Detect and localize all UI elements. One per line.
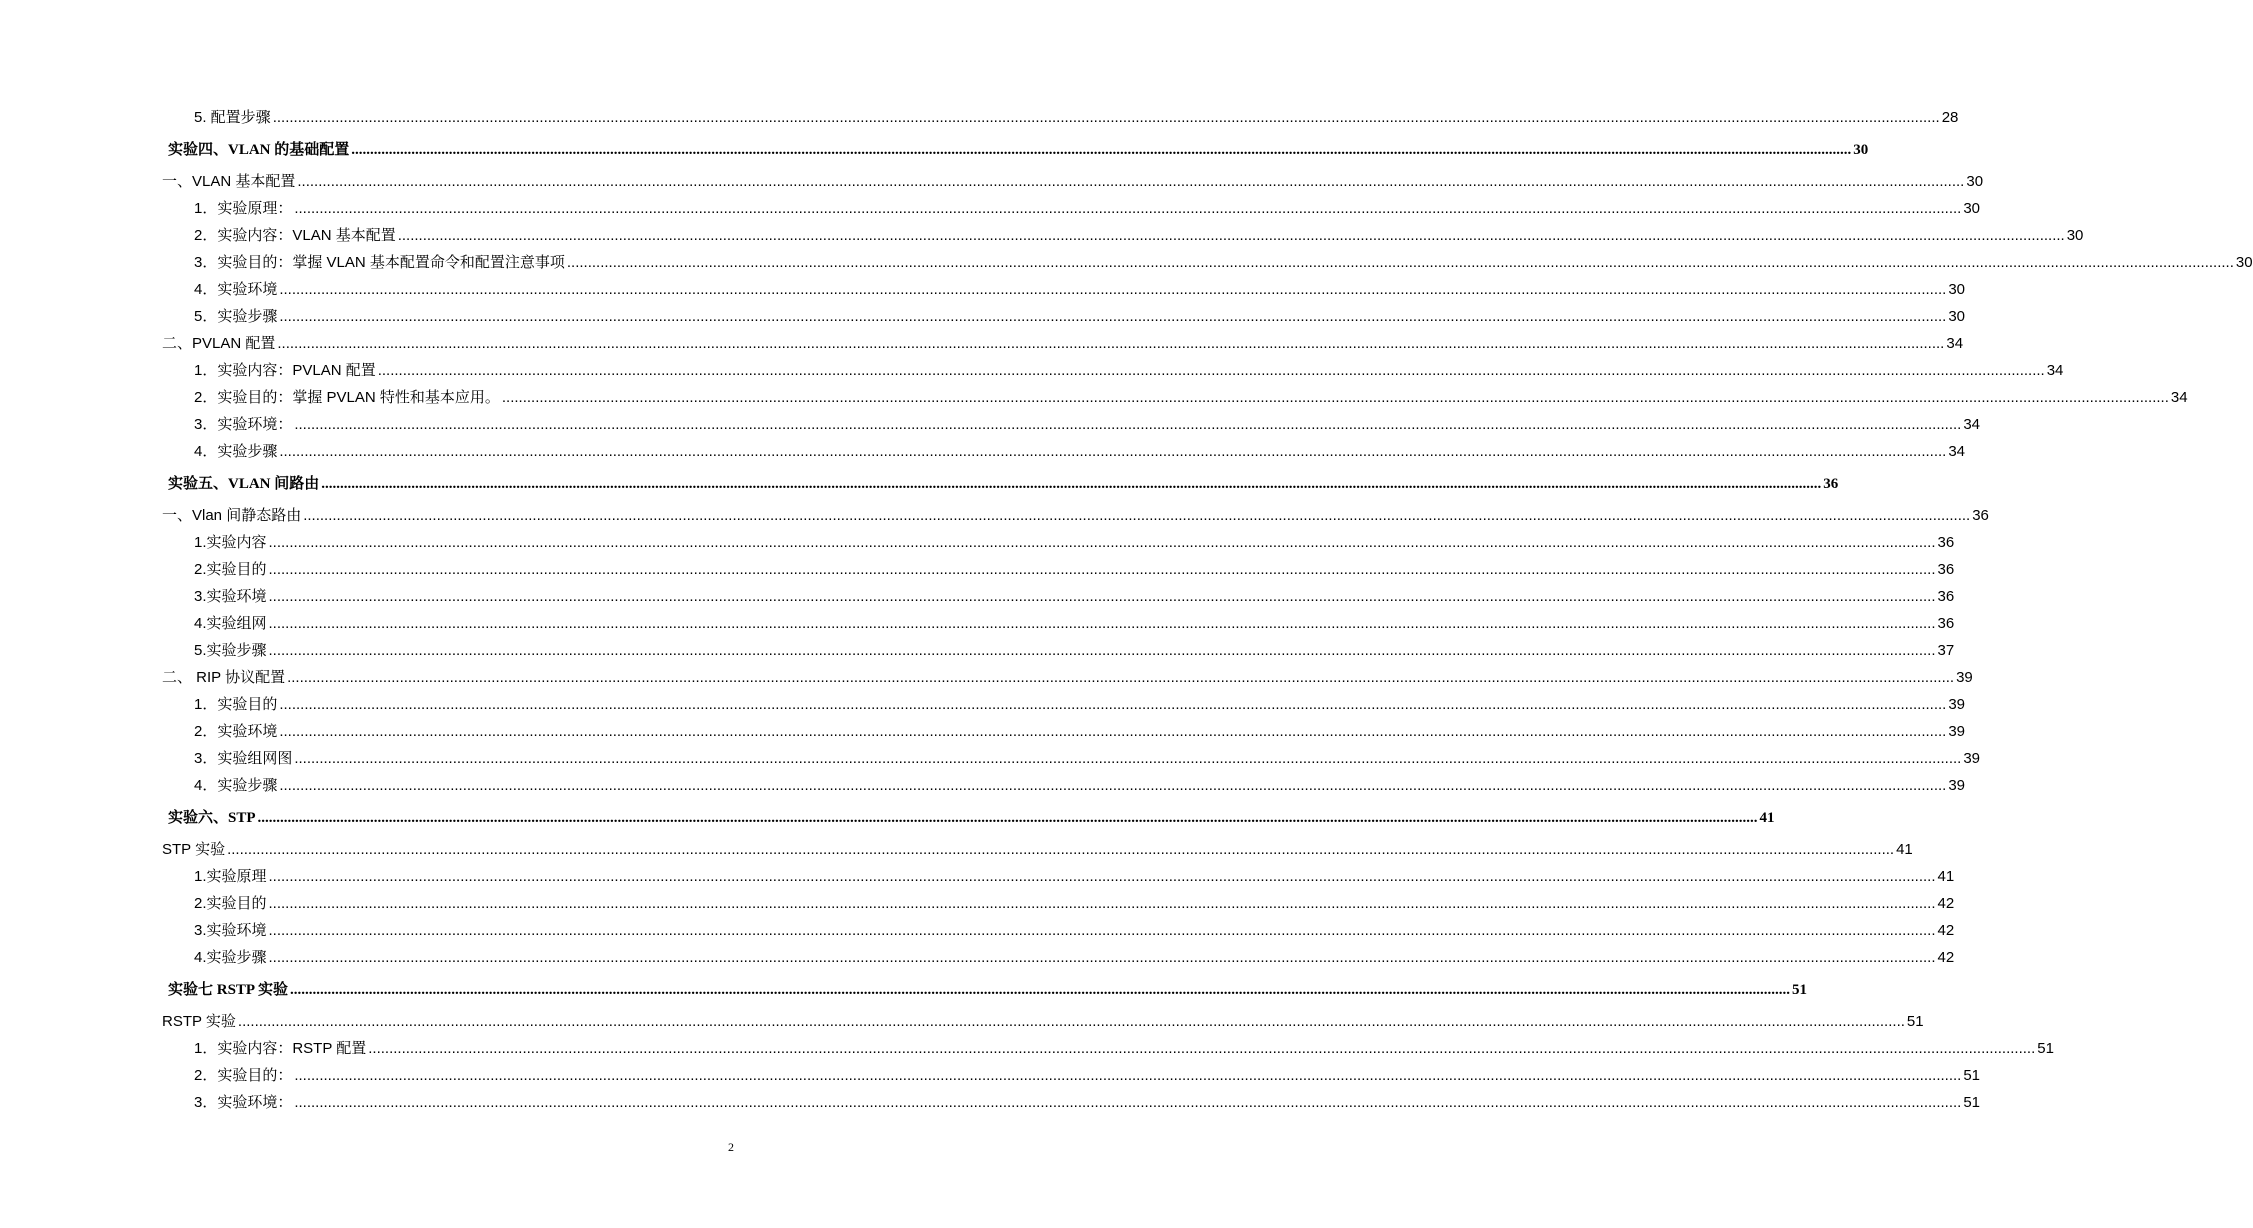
toc-entry-page: 39 [1963, 750, 1981, 767]
toc-entry-title: 4．实验步骤 [194, 777, 278, 794]
toc-entry[interactable] [194, 693, 1966, 714]
toc-entry[interactable] [194, 1091, 1981, 1112]
toc-entry-page: 30 [1948, 308, 1966, 325]
toc-entry[interactable] [194, 440, 1966, 461]
toc-entry[interactable] [194, 612, 1955, 633]
toc-entry[interactable] [194, 197, 1981, 218]
toc-entry[interactable] [162, 666, 1973, 687]
toc-dot-leader: ................................................................................................................................................................................................................................................................................................................................................................................................................ [368, 1040, 2036, 1057]
toc-entry-title: 二、 RIP 协议配置 [162, 669, 286, 686]
toc-entry[interactable] [162, 332, 1964, 353]
toc-entry[interactable] [168, 472, 1839, 493]
toc-entry-title: RSTP 实验 [162, 1013, 236, 1030]
toc-entry-title: 实验六、STP [168, 810, 256, 826]
toc-entry[interactable] [162, 838, 1913, 859]
toc-entry-title: 2．实验环境 [194, 723, 278, 740]
toc-entry-page: 42 [1937, 895, 1955, 912]
toc-dot-leader: ................................................................................................................................................................................................................................................................................................................................................................................................................ [566, 254, 2234, 271]
toc-entry[interactable] [194, 639, 1955, 660]
toc-entry[interactable] [168, 978, 1808, 999]
toc-dot-leader: ................................................................................................................................................................................................................................................................................................................................................................................................................ [268, 642, 1936, 659]
toc-entry[interactable] [194, 305, 1966, 326]
toc-entry-page: 36 [1937, 534, 1955, 551]
toc-entry-title: 实验四、VLAN 的基础配置 [168, 142, 350, 158]
toc-entry-title: 4.实验组网 [194, 615, 267, 632]
toc-entry[interactable] [194, 1037, 2054, 1058]
toc-dot-leader: ................................................................................................................................................................................................................................................................................................................................................................................................................ [321, 476, 1822, 492]
toc-entry-title: 5.实验步骤 [194, 642, 267, 659]
toc-entry-title: 3．实验环境： [194, 1094, 293, 1111]
toc-dot-leader: ................................................................................................................................................................................................................................................................................................................................................................................................................ [279, 281, 1947, 298]
toc-entry-title: 5. 配置步骤 [194, 109, 271, 126]
toc-entry-page: 37 [1937, 642, 1955, 659]
toc-dot-leader: ................................................................................................................................................................................................................................................................................................................................................................................................................ [268, 868, 1936, 885]
toc-entry[interactable] [194, 774, 1966, 795]
toc-entry[interactable] [194, 747, 1981, 768]
toc-entry-page: 42 [1937, 922, 1955, 939]
toc-dot-leader: ................................................................................................................................................................................................................................................................................................................................................................................................................ [294, 200, 1962, 217]
toc-entry-page: 51 [1963, 1094, 1981, 1111]
toc-entry[interactable] [194, 251, 2253, 272]
toc-entry-title: 4．实验环境 [194, 281, 278, 298]
toc-entry-title: 3．实验环境： [194, 416, 293, 433]
toc-dot-leader: ................................................................................................................................................................................................................................................................................................................................................................................................................ [290, 982, 1791, 998]
toc-entry[interactable] [194, 413, 1981, 434]
toc-entry[interactable] [194, 585, 1955, 606]
toc-entry[interactable] [194, 865, 1955, 886]
toc-entry-title: 一、VLAN 基本配置 [162, 173, 296, 190]
page-number: 2 [728, 1140, 734, 1154]
toc-entry-page: 51 [2037, 1040, 2054, 1057]
toc-entry[interactable] [194, 1064, 1981, 1085]
toc-dot-leader: ................................................................................................................................................................................................................................................................................................................................................................................................................ [397, 227, 2065, 244]
toc-entry[interactable] [194, 359, 2064, 380]
toc-entry-page: 39 [1948, 777, 1966, 794]
toc-dot-leader: ................................................................................................................................................................................................................................................................................................................................................................................................................ [297, 173, 1965, 190]
toc-entry[interactable] [168, 138, 1869, 159]
toc-dot-leader: ................................................................................................................................................................................................................................................................................................................................................................................................................ [303, 507, 1971, 524]
toc-entry-page: 34 [1946, 335, 1964, 352]
toc-entry[interactable] [194, 531, 1955, 552]
toc-entry-title: 1．实验内容：RSTP 配置 [194, 1040, 367, 1057]
toc-dot-leader: ................................................................................................................................................................................................................................................................................................................................................................................................................ [279, 308, 1947, 325]
toc-entry-title: 3．实验目的：掌握 VLAN 基本配置命令和配置注意事项 [194, 254, 565, 271]
toc-dot-leader: ................................................................................................................................................................................................................................................................................................................................................................................................................ [294, 1067, 1962, 1084]
toc-entry-title: 4.实验步骤 [194, 949, 267, 966]
toc-entry-title: 1．实验目的 [194, 696, 278, 713]
toc-entry-page: 36 [1823, 476, 1839, 492]
toc-entry-title: 1．实验内容：PVLAN 配置 [194, 362, 376, 379]
toc-entry-title: 一、Vlan 间静态路由 [162, 507, 302, 524]
toc-entry-page: 42 [1937, 949, 1955, 966]
toc-entry-page: 51 [1906, 1013, 1924, 1030]
toc-entry-page: 30 [2235, 254, 2253, 271]
toc-entry-page: 28 [1941, 109, 1959, 126]
toc-entry-title: 3.实验环境 [194, 588, 267, 605]
toc-entry-title: 1.实验内容 [194, 534, 267, 551]
toc-entry-page: 36 [1937, 588, 1955, 605]
toc-entry[interactable] [194, 919, 1955, 940]
toc-dot-leader: ................................................................................................................................................................................................................................................................................................................................................................................................................ [268, 561, 1936, 578]
toc-entry-page: 39 [1956, 669, 1973, 686]
toc-entry-page: 39 [1948, 723, 1966, 740]
toc-entry[interactable] [168, 806, 1775, 827]
toc-dot-leader: ................................................................................................................................................................................................................................................................................................................................................................................................................ [227, 841, 1895, 858]
toc-entry[interactable] [162, 170, 1984, 191]
toc-entry-page: 36 [1937, 615, 1955, 632]
toc-entry[interactable] [194, 224, 2084, 245]
toc-dot-leader: ................................................................................................................................................................................................................................................................................................................................................................................................................ [237, 1013, 1905, 1030]
toc-entry-title: 4．实验步骤 [194, 443, 278, 460]
toc-dot-leader: ................................................................................................................................................................................................................................................................................................................................................................................................................ [279, 777, 1947, 794]
toc-dot-leader: ................................................................................................................................................................................................................................................................................................................................................................................................................ [257, 810, 1758, 826]
toc-entry-page: 34 [1963, 416, 1981, 433]
toc-entry-page: 30 [1948, 281, 1966, 298]
toc-entry-page: 41 [1896, 841, 1913, 858]
toc-entry-title: 3．实验组网图 [194, 750, 293, 767]
toc-entry-page: 41 [1937, 868, 1955, 885]
toc-dot-leader: ................................................................................................................................................................................................................................................................................................................................................................................................................ [501, 389, 2169, 406]
toc-entry-page: 51 [1792, 982, 1808, 998]
toc-dot-leader: ................................................................................................................................................................................................................................................................................................................................................................................................................ [287, 669, 1955, 686]
toc-dot-leader: ................................................................................................................................................................................................................................................................................................................................................................................................................ [277, 335, 1945, 352]
toc-entry-page: 51 [1963, 1067, 1981, 1084]
toc-dot-leader: ................................................................................................................................................................................................................................................................................................................................................................................................................ [268, 588, 1936, 605]
toc-entry-page: 30 [1966, 173, 1984, 190]
toc-entry-title: 2.实验目的 [194, 895, 267, 912]
toc-dot-leader: ................................................................................................................................................................................................................................................................................................................................................................................................................ [272, 109, 1940, 126]
toc-entry-page: 30 [2066, 227, 2084, 244]
toc-entry-title: 5．实验步骤 [194, 308, 278, 325]
toc-entry-title: 2．实验目的： [194, 1067, 293, 1084]
toc-entry-title: 3.实验环境 [194, 922, 267, 939]
toc-dot-leader: ................................................................................................................................................................................................................................................................................................................................................................................................................ [268, 615, 1936, 632]
toc-dot-leader: ................................................................................................................................................................................................................................................................................................................................................................................................................ [279, 723, 1947, 740]
toc-dot-leader: ................................................................................................................................................................................................................................................................................................................................................................................................................ [268, 922, 1936, 939]
toc-entry-page: 41 [1759, 810, 1775, 826]
toc-entry[interactable] [162, 1010, 1924, 1031]
toc-entry-page: 30 [1963, 200, 1981, 217]
toc-entry-page: 30 [1853, 142, 1869, 158]
toc-entry-page: 36 [1937, 561, 1955, 578]
toc-dot-leader: ................................................................................................................................................................................................................................................................................................................................................................................................................ [268, 895, 1936, 912]
toc-entry-page: 34 [1948, 443, 1966, 460]
toc-entry[interactable] [194, 106, 1959, 127]
toc-dot-leader: ................................................................................................................................................................................................................................................................................................................................................................................................................ [294, 750, 1962, 767]
toc-dot-leader: ................................................................................................................................................................................................................................................................................................................................................................................................................ [351, 142, 1852, 158]
toc-entry[interactable] [194, 558, 1955, 579]
toc-dot-leader: ................................................................................................................................................................................................................................................................................................................................................................................................................ [294, 1094, 1962, 1111]
toc-dot-leader: ................................................................................................................................................................................................................................................................................................................................................................................................................ [279, 696, 1947, 713]
toc-entry-title: 1．实验原理： [194, 200, 293, 217]
toc-entry-title: 2．实验内容：VLAN 基本配置 [194, 227, 396, 244]
toc-entry-title: 2．实验目的：掌握 PVLAN 特性和基本应用。 [194, 389, 500, 406]
toc-entry[interactable] [194, 278, 1966, 299]
toc-entry-page: 34 [2170, 389, 2188, 406]
toc-entry-title: 二、PVLAN 配置 [162, 335, 276, 352]
toc-dot-leader: ................................................................................................................................................................................................................................................................................................................................................................................................................ [268, 949, 1936, 966]
toc-dot-leader: ................................................................................................................................................................................................................................................................................................................................................................................................................ [377, 362, 2045, 379]
toc-entry-title: STP 实验 [162, 841, 226, 858]
toc-entry[interactable] [194, 946, 1955, 967]
toc-entry[interactable] [194, 720, 1966, 741]
toc-entry[interactable] [162, 504, 1989, 525]
toc-entry[interactable] [194, 386, 2188, 407]
toc-entry-page: 36 [1972, 507, 1989, 524]
toc-entry-title: 2.实验目的 [194, 561, 267, 578]
toc-entry-title: 1.实验原理 [194, 868, 267, 885]
toc-entry-page: 34 [2046, 362, 2064, 379]
toc-entry[interactable] [194, 892, 1955, 913]
toc-entry-title: 实验七 RSTP 实验 [168, 982, 289, 998]
toc-dot-leader: ................................................................................................................................................................................................................................................................................................................................................................................................................ [279, 443, 1947, 460]
toc-entry-page: 39 [1948, 696, 1966, 713]
toc-dot-leader: ................................................................................................................................................................................................................................................................................................................................................................................................................ [268, 534, 1936, 551]
toc-dot-leader: ................................................................................................................................................................................................................................................................................................................................................................................................................ [294, 416, 1962, 433]
toc-entry-title: 实验五、VLAN 间路由 [168, 476, 320, 492]
